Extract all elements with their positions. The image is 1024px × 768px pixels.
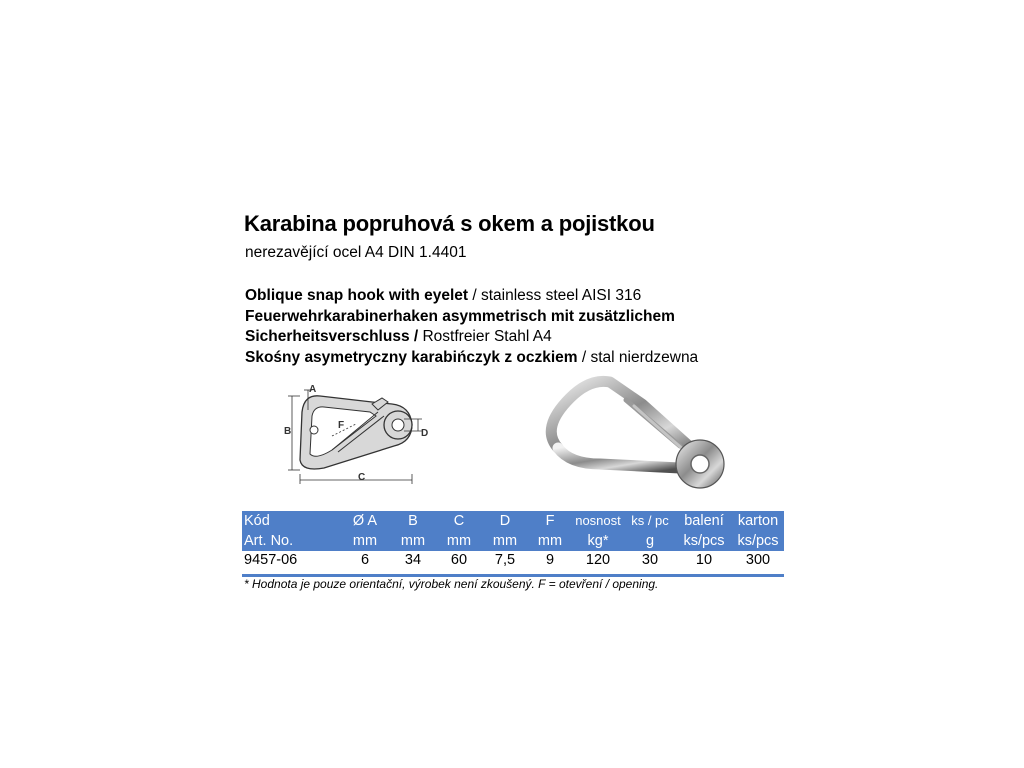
product-photo	[530, 368, 740, 500]
header-b: B	[390, 511, 436, 531]
diagram-hook-outline	[300, 396, 412, 469]
cell-weight: 30	[641, 552, 659, 568]
header-package: balení	[676, 511, 732, 531]
dimension-diagram	[272, 380, 442, 490]
cell-c: 60	[450, 552, 468, 568]
diagram-label-f: F	[338, 420, 345, 431]
cell-carton: 300	[745, 552, 771, 568]
specification-table	[242, 511, 784, 570]
diagram-label-c: C	[358, 472, 366, 483]
description-english-material: / stainless steel AISI 316	[468, 287, 642, 304]
product-descriptions	[245, 286, 698, 368]
cell-b: 34	[404, 552, 422, 568]
unit-carton: ks/pcs	[732, 531, 784, 551]
header-diameter-a: Ø A	[340, 511, 390, 531]
diagram-label-b: B	[284, 426, 292, 437]
footnote: * Hodnota je pouze orientační, výrobek není zkoušený. F = otevření / opening.	[244, 577, 659, 591]
header-code: Kód	[242, 511, 340, 531]
unit-d: mm	[482, 531, 528, 551]
unit-f: mm	[528, 531, 572, 551]
unit-load: kg*	[572, 531, 624, 551]
unit-weight: g	[624, 531, 676, 551]
description-english	[245, 286, 698, 307]
product-title: Karabina popruhová s okem a pojistkou	[244, 211, 655, 236]
description-polish	[245, 348, 698, 369]
description-german-material: Rostfreier Stahl A4	[418, 328, 552, 346]
header-carton: karton	[732, 511, 784, 531]
snap-hook-image	[551, 381, 724, 488]
header-d: D	[482, 511, 528, 531]
diagram-label-a: A	[309, 384, 317, 395]
cell-package: 10	[695, 552, 713, 568]
description-polish-name: Skośny asymetryczny karabińczyk z oczkiem	[245, 348, 578, 366]
table-header-row-2	[242, 531, 784, 551]
description-german-line2	[245, 327, 698, 348]
header-f: F	[528, 511, 572, 531]
unit-diameter-a: mm	[340, 531, 390, 551]
product-subtitle: nerezavějící ocel A4 DIN 1.4401	[245, 244, 467, 261]
cell-f: 9	[545, 552, 555, 568]
description-english-name: Oblique snap hook with eyelet	[245, 287, 469, 304]
header-load: nosnost	[572, 511, 624, 531]
unit-package: ks/pcs	[676, 531, 732, 551]
description-german-line1	[245, 307, 698, 328]
table-header-row-1	[242, 511, 784, 531]
header-weight: ks / pc	[624, 511, 676, 531]
cell-d: 7,5	[494, 552, 516, 568]
unit-c: mm	[436, 531, 482, 551]
description-german-name-cont: Sicherheitsverschluss /	[245, 328, 419, 346]
diagram-label-d: D	[421, 428, 429, 439]
cell-diameter-a: 6	[360, 552, 370, 568]
cell-load: 120	[585, 552, 611, 568]
description-german-name: Feuerwehrkarabinerhaken asymmetrisch mit zusätzlichem	[245, 307, 675, 325]
cell-code: 9457-06	[244, 552, 298, 568]
header-c: C	[436, 511, 482, 531]
table-row	[242, 551, 784, 570]
description-polish-material: / stal nierdzewna	[577, 348, 699, 366]
header-art-no: Art. No.	[242, 531, 340, 551]
unit-b: mm	[390, 531, 436, 551]
